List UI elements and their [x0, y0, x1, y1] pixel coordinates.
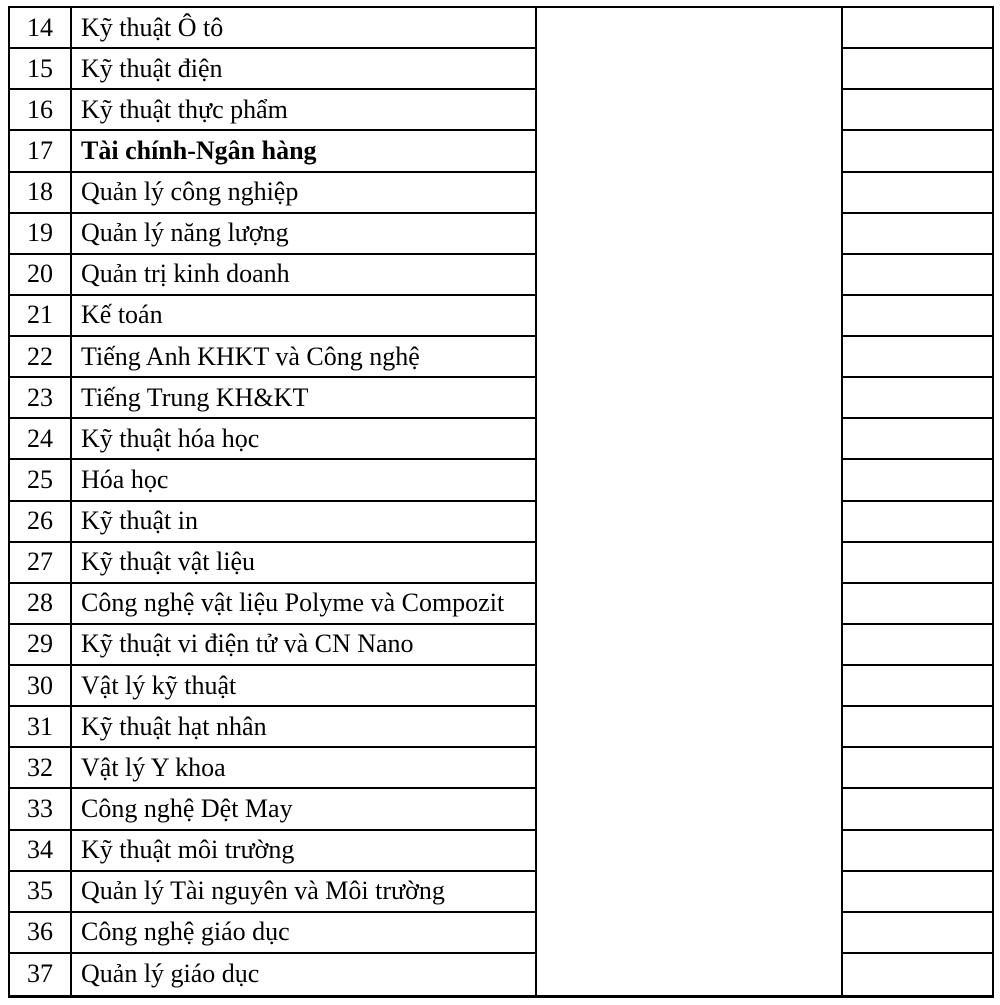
program-name-cell: Quản lý giáo dục: [72, 954, 537, 995]
empty-cell: [843, 8, 992, 49]
empty-cell: [843, 584, 992, 625]
row-number-cell: 24: [10, 419, 72, 460]
row-number-cell: 34: [10, 831, 72, 872]
row-number-cell: 22: [10, 337, 72, 378]
row-number-cell: 36: [10, 913, 72, 954]
row-number-cell: 23: [10, 378, 72, 419]
row-number-cell: 29: [10, 625, 72, 666]
empty-cell: [843, 913, 992, 954]
empty-cell: [843, 378, 992, 419]
row-number-cell: 31: [10, 707, 72, 748]
empty-cell: [843, 666, 992, 707]
empty-cell: [843, 707, 992, 748]
empty-cell: [843, 296, 992, 337]
program-name-cell: Kỹ thuật hóa học: [72, 419, 537, 460]
row-number-cell: 35: [10, 872, 72, 913]
row-number-cell: 16: [10, 90, 72, 131]
row-number-cell: 15: [10, 49, 72, 90]
program-name-cell: Quản lý công nghiệp: [72, 173, 537, 214]
empty-cell: [843, 337, 992, 378]
empty-cell: [843, 872, 992, 913]
row-number-cell: 21: [10, 296, 72, 337]
empty-cell: [843, 748, 992, 789]
empty-cell: [843, 789, 992, 830]
empty-cell: [843, 90, 992, 131]
program-name-cell: Công nghệ giáo dục: [72, 913, 537, 954]
empty-cell: [843, 460, 992, 501]
programs-table: [8, 6, 994, 998]
program-name-cell: Công nghệ vật liệu Polyme và Compozit: [72, 584, 537, 625]
row-number-cell: 27: [10, 543, 72, 584]
empty-cell: [843, 625, 992, 666]
row-number-cell: 19: [10, 214, 72, 255]
program-name-cell: Quản lý năng lượng: [72, 214, 537, 255]
merged-empty-cell: [537, 8, 843, 995]
program-name-cell: Kỹ thuật in: [72, 502, 537, 543]
empty-cell: [843, 954, 992, 995]
program-name-cell: Kỹ thuật vi điện tử và CN Nano: [72, 625, 537, 666]
row-number-cell: 25: [10, 460, 72, 501]
row-number-cell: 26: [10, 502, 72, 543]
row-number-cell: 28: [10, 584, 72, 625]
row-number-cell: 33: [10, 789, 72, 830]
program-name-cell: Vật lý kỹ thuật: [72, 666, 537, 707]
program-name-cell: Kỹ thuật hạt nhân: [72, 707, 537, 748]
program-name-cell: Tiếng Trung KH&KT: [72, 378, 537, 419]
row-number-cell: 32: [10, 748, 72, 789]
program-name-cell: Tài chính-Ngân hàng: [72, 131, 537, 172]
program-name-cell: Kế toán: [72, 296, 537, 337]
program-name-cell: Kỹ thuật môi trường: [72, 831, 537, 872]
program-name-cell: Hóa học: [72, 460, 537, 501]
empty-cell: [843, 214, 992, 255]
row-number-cell: 17: [10, 131, 72, 172]
program-name-cell: Kỹ thuật thực phẩm: [72, 90, 537, 131]
row-number-cell: 30: [10, 666, 72, 707]
program-name-cell: Công nghệ Dệt May: [72, 789, 537, 830]
empty-cell: [843, 131, 992, 172]
program-name-cell: Quản lý Tài nguyên và Môi trường: [72, 872, 537, 913]
row-number-cell: 20: [10, 255, 72, 296]
program-name-cell: Kỹ thuật điện: [72, 49, 537, 90]
program-name-cell: Kỹ thuật vật liệu: [72, 543, 537, 584]
empty-cell: [843, 255, 992, 296]
empty-cell: [843, 173, 992, 214]
program-name-cell: Quản trị kinh doanh: [72, 255, 537, 296]
empty-cell: [843, 419, 992, 460]
empty-cell: [843, 502, 992, 543]
empty-cell: [843, 831, 992, 872]
row-number-cell: 37: [10, 954, 72, 995]
empty-cell: [843, 49, 992, 90]
program-name-cell: Vật lý Y khoa: [72, 748, 537, 789]
empty-cell: [843, 543, 992, 584]
program-name-cell: Tiếng Anh KHKT và Công nghệ: [72, 337, 537, 378]
program-name-cell: Kỹ thuật Ô tô: [72, 8, 537, 49]
row-number-cell: 14: [10, 8, 72, 49]
row-number-cell: 18: [10, 173, 72, 214]
